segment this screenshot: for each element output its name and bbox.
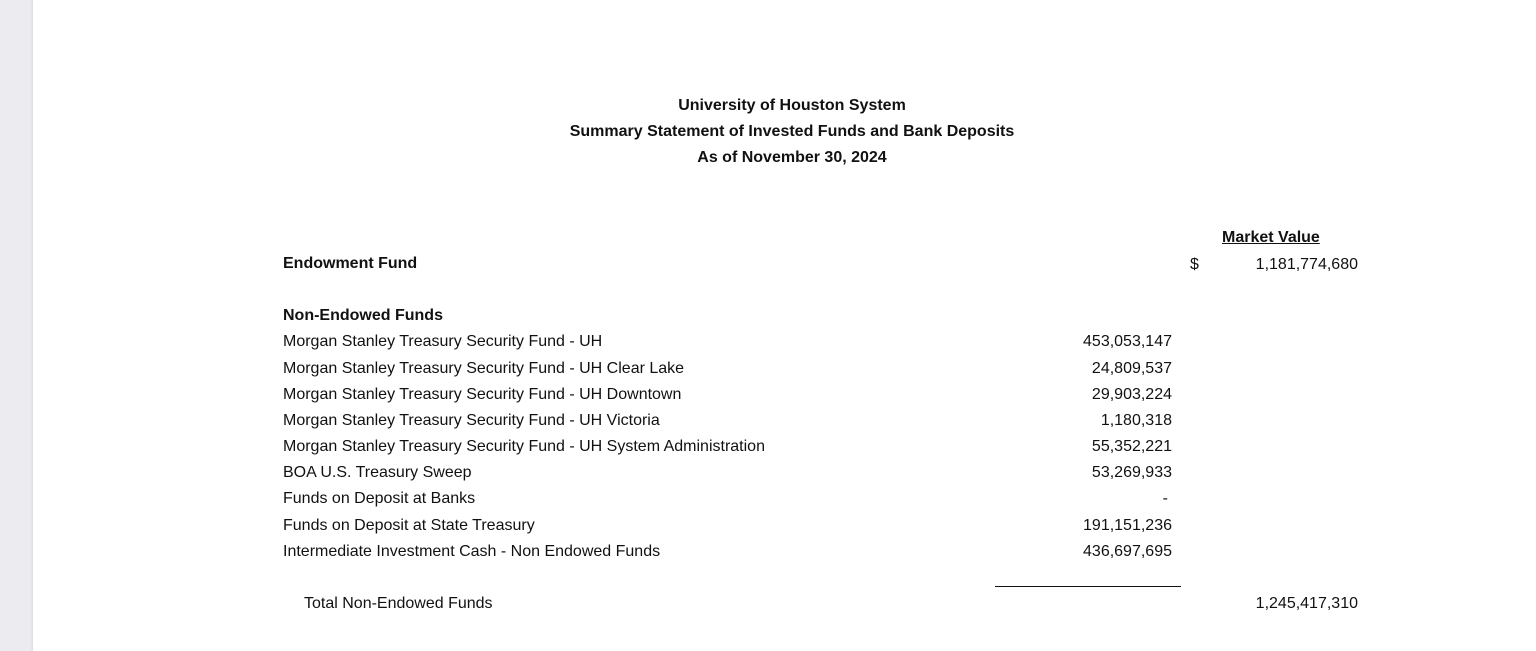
- list-item-value: 436,697,695: [1083, 543, 1172, 560]
- statement-title: Summary Statement of Invested Funds and Bank Deposits: [569, 123, 1015, 140]
- list-item-value: 453,053,147: [1083, 333, 1172, 350]
- list-item-value: 29,903,224: [1091, 386, 1172, 403]
- list-item-value: -: [1162, 490, 1168, 507]
- document-page: [33, 0, 1536, 651]
- list-item-value: 1,180,318: [1100, 412, 1172, 429]
- total-non-endowed-label: Total Non-Endowed Funds: [304, 595, 493, 612]
- list-item-value: 24,809,537: [1091, 360, 1172, 377]
- currency-symbol: $: [1190, 256, 1199, 273]
- list-item-label: Funds on Deposit at State Treasury: [283, 517, 535, 534]
- endowment-fund-value: 1,181,774,680: [1255, 256, 1358, 273]
- list-item-label: Morgan Stanley Treasury Security Fund - UH: [283, 333, 603, 350]
- total-non-endowed-value: 1,245,417,310: [1255, 595, 1358, 612]
- list-item-label: Intermediate Investment Cash - Non Endowed Funds: [283, 543, 661, 560]
- endowment-fund-label: Endowment Fund: [283, 255, 418, 272]
- market-value-header: Market Value: [1222, 229, 1320, 246]
- list-item-label: Morgan Stanley Treasury Security Fund - UH System Administration: [283, 438, 765, 455]
- list-item-label: Morgan Stanley Treasury Security Fund - UH Downtown: [283, 386, 682, 403]
- list-item-label: Morgan Stanley Treasury Security Fund - UH Victoria: [283, 412, 660, 429]
- org-name: University of Houston System: [678, 97, 906, 114]
- list-item-value: 191,151,236: [1083, 517, 1172, 534]
- statement-date: As of November 30, 2024: [697, 149, 887, 166]
- list-item-value: 55,352,221: [1091, 438, 1172, 455]
- non-endowed-heading: Non-Endowed Funds: [283, 307, 443, 324]
- subtotal-rule: [995, 586, 1181, 587]
- list-item-label: Morgan Stanley Treasury Security Fund - UH Clear Lake: [283, 360, 685, 377]
- list-item-value: 53,269,933: [1091, 464, 1172, 481]
- list-item-label: Funds on Deposit at Banks: [283, 490, 476, 507]
- list-item-label: BOA U.S. Treasury Sweep: [283, 464, 472, 481]
